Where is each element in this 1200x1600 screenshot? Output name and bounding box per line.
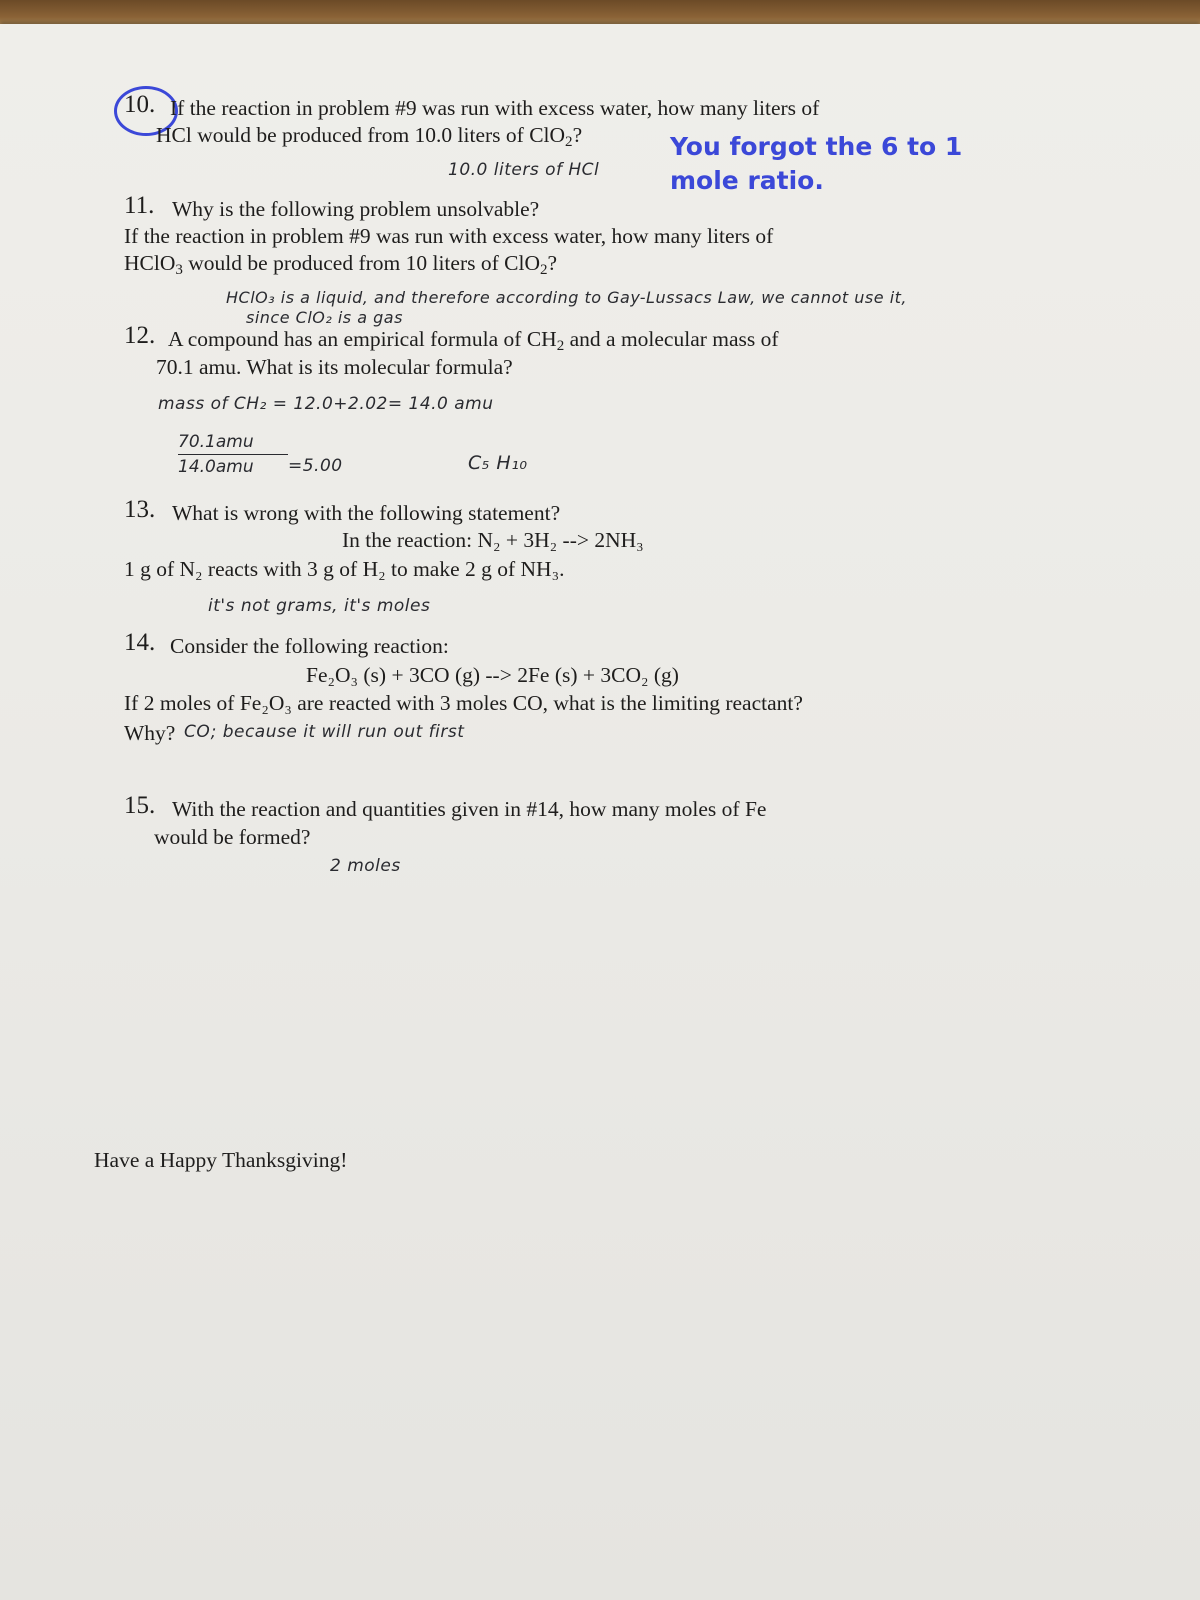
question-14-reaction: Fe₂O₃ (s) + 3CO (g) --> 2Fe (s) + 3CO₂ (g) bbox=[306, 663, 679, 687]
question-13-reaction: In the reaction: N₂ + 3H₂ --> 2NH₃ bbox=[342, 528, 644, 552]
question-11-line3: HClO$_3$ would be produced from 10 liters of ClO$_2$? bbox=[124, 251, 558, 278]
question-12-answer: C₅ H₁₀ bbox=[468, 452, 528, 474]
question-12-fraction-result: =5.00 bbox=[288, 456, 343, 476]
question-11-line1: Why is the following problem unsolvable? bbox=[172, 197, 540, 221]
question-13-line1: What is wrong with the following statement? bbox=[172, 501, 561, 525]
question-15-line2: would be formed? bbox=[154, 825, 311, 849]
question-11-line2: If the reaction in problem #9 was run with excess water, how many liters of bbox=[124, 224, 774, 248]
teacher-feedback-line2: mole ratio. bbox=[670, 166, 824, 195]
question-12-number: 12. bbox=[124, 322, 156, 349]
fraction-bar bbox=[178, 454, 288, 455]
question-13-statement: 1 g of N₂ reacts with 3 g of H₂ to make 2 g of NH₃. bbox=[124, 557, 565, 581]
question-15-answer: 2 moles bbox=[330, 856, 401, 876]
question-12-work-mass: mass of CH₂ = 12.0+2.02= 14.0 amu bbox=[158, 394, 494, 414]
question-11-answer-line1: HClO₃ is a liquid, and therefore according to Gay-Lussacs Law, we cannot use it, bbox=[226, 288, 907, 307]
question-11-number: 11. bbox=[124, 192, 155, 219]
question-14-answer: CO; because it will run out first bbox=[184, 722, 465, 742]
question-15-number: 15. bbox=[124, 792, 156, 819]
question-14-number: 14. bbox=[124, 629, 156, 656]
question-13-number: 13. bbox=[124, 496, 156, 523]
question-14-line3: If 2 moles of Fe₂O₃ are reacted with 3 moles CO, what is the limiting reactant? bbox=[124, 691, 803, 715]
question-12-fraction bbox=[178, 432, 288, 477]
question-12-line1: A compound has an empirical formula of $CH_2$ and a molecular mass of bbox=[168, 327, 779, 354]
question-10-answer: 10.0 liters of HCl bbox=[448, 160, 600, 180]
question-10-line1: If the reaction in problem #9 was run with excess water, how many liters of bbox=[170, 96, 820, 120]
teacher-feedback-line1: You forgot the 6 to 1 bbox=[670, 132, 963, 161]
fraction-numerator: 70.1amu bbox=[178, 432, 254, 452]
question-14-why: Why? bbox=[124, 721, 176, 745]
fraction-denominator: 14.0amu bbox=[178, 457, 254, 477]
question-11-answer-line2: since ClO₂ is a gas bbox=[246, 308, 403, 327]
question-15-line1: With the reaction and quantities given in #14, how many moles of Fe bbox=[172, 797, 767, 821]
question-10-number: 10. bbox=[124, 91, 156, 118]
question-12-line2: 70.1 amu. What is its molecular formula? bbox=[156, 355, 513, 379]
thanksgiving-footer: Have a Happy Thanksgiving! bbox=[94, 1148, 348, 1172]
question-10-line2: HCl would be produced from 10.0 liters of ClO$_2$? bbox=[156, 123, 583, 150]
question-13-answer: it's not grams, it's moles bbox=[208, 596, 431, 616]
question-14-line1: Consider the following reaction: bbox=[170, 634, 449, 658]
